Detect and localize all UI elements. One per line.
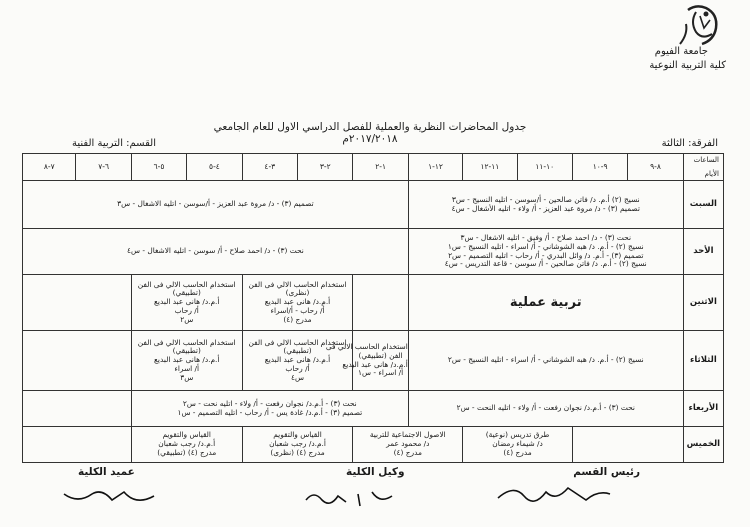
slot-header: ٧-٨ — [23, 154, 76, 181]
course-line: مدرج (٤) (نظرى) — [270, 447, 325, 457]
day-row-saturday — [23, 181, 724, 229]
sun-entry: نسيج (٢) - أ.م. د/ فاتن صالحين - أ/ سوسن - قاعة التدريس - س٤ — [444, 259, 647, 269]
thu-course-3 — [242, 427, 353, 463]
course-line: د/ محمود عمر — [386, 439, 430, 449]
course-line: القياس والتقويم — [273, 430, 322, 440]
tue-block-morning — [408, 331, 683, 391]
course-line: أ.م.د/ رجب شعبان — [158, 439, 216, 449]
course-line: د/ شيماء رمضان — [492, 439, 543, 449]
course-line: استخدام الحاسب الالي فى الفن — [137, 337, 236, 347]
slot-header: ٥-٦ — [131, 154, 186, 181]
course-line: طرق تدريس (نوعية) — [485, 430, 550, 440]
course-line: (تطبيقي) — [172, 288, 201, 298]
course-line: مدرج (٤) — [393, 447, 422, 457]
university-logo — [666, 4, 726, 48]
slot-header: ٢-٣ — [298, 154, 353, 181]
course-line: أ/ اسراء - س١ — [358, 368, 404, 378]
thu-course-2 — [353, 427, 463, 463]
sat-entry: تصميم (٣) - د/ مروة عبد العزيز - أ/ ولاء - اتليه الأشغال - س٤ — [451, 203, 640, 213]
corner-cell — [683, 154, 723, 181]
slot-header: ٩-١٠ — [572, 154, 627, 181]
vice-dean-label: وكيل الكلية — [346, 466, 405, 478]
slot-header: ٤-٥ — [187, 154, 242, 181]
sat-block-morning — [408, 181, 683, 229]
tue-course-3 — [131, 331, 242, 391]
course-line: مدرج (٤) — [283, 314, 312, 324]
course-line: س٤ — [291, 372, 305, 382]
university-name: جامعة الفيوم — [654, 46, 708, 57]
page-title: جدول المحاضرات النظرية والعملية للفصل الدراسي الاول للعام الجامعي ٢٠١٧/٢٠١٨م — [213, 121, 527, 145]
department-label: القسم: التربية الفنية — [72, 138, 156, 149]
course-line: (تطبيقي) — [172, 346, 201, 356]
wed-empty — [23, 391, 132, 427]
course-line: أ.م.د/ هانى عبد البديع — [264, 355, 331, 365]
faculty-name: كلية التربية النوعية — [649, 60, 726, 71]
course-line: س٣ — [180, 372, 194, 382]
dean-label: عميد الكلية — [78, 466, 135, 478]
sat-block-afternoon — [23, 181, 409, 229]
course-line: (تطبيقي) — [283, 346, 312, 356]
day-sunday: الأحد — [683, 229, 723, 275]
vice-dean-signature — [300, 482, 410, 510]
schedule-table — [22, 153, 724, 463]
head-signature — [494, 478, 614, 508]
slot-header: ١-٢ — [353, 154, 408, 181]
course-line: أ.م.د/ هانى عبد البديع — [154, 355, 220, 365]
day-row-tuesday — [23, 331, 724, 391]
course-line: (نظرى) — [285, 288, 310, 298]
mon-empty — [353, 275, 408, 331]
wed-entry: تصميم (٣) - أ.م.د/ غادة يس - أ/ رحاب - اتليه التصميم - س١ — [177, 407, 363, 417]
slot-header: ٦-٧ — [76, 154, 131, 181]
day-row-monday — [23, 275, 724, 331]
wed-block-morning — [408, 391, 683, 427]
slot-header: ١١-١٢ — [463, 154, 517, 181]
day-tuesday: الثلاثاء — [683, 331, 723, 391]
course-line: أ.م.د/ هانى عبد البديع — [342, 359, 408, 369]
slot-header: ١٢-١ — [408, 154, 462, 181]
wed-entry: نحت (٣) - أ.م.د/ نجوان رفعت - أ/ ولاء - اتليه نحت - س٢ — [182, 398, 357, 408]
day-thursday: الخميس — [683, 427, 723, 463]
day-row-wednesday — [23, 391, 724, 427]
course-line: أ/ رحاب — [174, 305, 199, 315]
tue-course-1 — [325, 331, 408, 391]
day-row-thursday — [23, 427, 724, 463]
header-row — [23, 154, 724, 181]
year-label: الفرقة: الثالثة — [661, 138, 718, 149]
course-line: استخدام الحاسب الالي فى الفن — [137, 279, 236, 289]
wed-block-afternoon — [131, 391, 408, 427]
tue-course-2 — [242, 331, 353, 391]
sun-block-morning — [408, 229, 683, 275]
tue-entry: نسيج (٢) - أ.م. د/ هبه الشوشاني - أ/ اسراء - اتليه النسيج - س٢ — [447, 355, 644, 365]
thu-empty — [572, 427, 683, 463]
mon-empty — [23, 275, 132, 331]
mon-practical: تربية عملية — [408, 275, 683, 331]
day-row-sunday — [23, 229, 724, 275]
course-line: أ/ رحاب - أ/اسراء — [270, 305, 325, 315]
course-line: مدرج (٤) (تطبيقي) — [157, 447, 217, 457]
dean-signature — [58, 482, 168, 510]
day-monday: الاثنين — [683, 275, 723, 331]
wed-entry: نحت (٣) - أ.م.د/ نجوان رفعت - أ/ ولاء - اتليه النحت - س٢ — [456, 403, 635, 413]
sat-entry: نسيج (٢) أ.م. د/ فاتن صالحين - أ/سوسن - اتليه النسيج - س٣ — [451, 194, 640, 204]
course-line: الاصول الاجتماعية للتربية — [369, 430, 446, 440]
thu-course-1 — [463, 427, 573, 463]
head-of-department-label: رئيس القسم — [573, 466, 640, 478]
course-line: أ.م.د/ هانى عبد البديع — [264, 297, 331, 307]
course-line: أ/ اسراء — [174, 363, 200, 373]
sun-entry: نسيج (٢) - أ.م. د/ هبه الشوشاني - أ/ اسراء - اتليه النسيج - س١ — [447, 241, 644, 251]
sun-block-afternoon — [23, 229, 409, 275]
course-line: القياس والتقويم — [162, 430, 211, 440]
thu-empty — [23, 427, 132, 463]
day-wednesday: الأربعاء — [683, 391, 723, 427]
sun-entry: تصميم (٣) - أ.م. د/ وائل البدري - أ/ رحاب - اتليه التصميم - س٢ — [448, 250, 644, 260]
sun-entry: نحت (٣) - د/ احمد صلاح - أ/ سوسن - اتليه الاشغال - س٤ — [126, 246, 304, 256]
course-line: مدرج (٤) — [503, 447, 532, 457]
slot-header: ٨-٩ — [628, 154, 683, 181]
sun-entry: نحت (٣) - د/ احمد صلاح - أ/ وفيق - اتليه الاشغال - س٣ — [460, 233, 632, 243]
mon-course-2 — [131, 275, 242, 331]
day-saturday: السبت — [683, 181, 723, 229]
days-label: الأيام — [704, 169, 719, 178]
tue-empty — [23, 331, 132, 391]
thu-course-4 — [131, 427, 242, 463]
course-line: أ.م.د/ رجب شعبان — [269, 439, 326, 449]
course-line: س٢ — [180, 314, 194, 324]
slot-header: ٣-٤ — [242, 154, 297, 181]
course-line: استخدام الحاسب الالي فى الفن — [248, 337, 347, 347]
course-line: استخدام الحاسب الالي فى الفن — [248, 279, 347, 289]
mon-course-1 — [242, 275, 353, 331]
course-line: الفن (تطبيقي) — [358, 350, 403, 360]
course-line: استخدام الحاسب الالي فى — [325, 342, 408, 352]
course-line: أ/ رحاب — [285, 363, 310, 373]
slot-header: ١٠-١١ — [517, 154, 572, 181]
sat-entry: تصميم (٣) - د/ مروة عبد العزيز - أ/سوسن - اتليه الاشغال - س٣ — [117, 199, 314, 209]
course-line: أ.م.د/ هانى عبد البديع — [154, 297, 220, 307]
hours-label: الساعات — [693, 156, 719, 164]
